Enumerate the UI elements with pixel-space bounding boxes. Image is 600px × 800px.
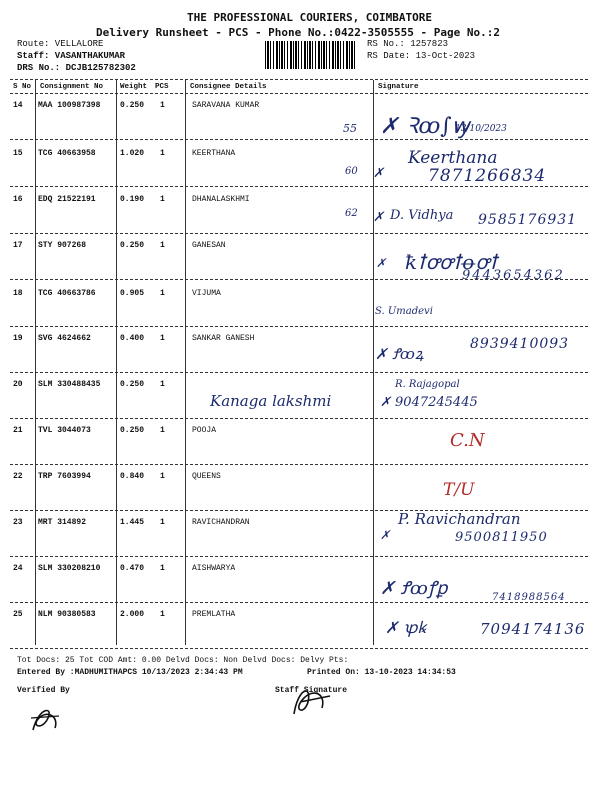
col-sno: S No [13, 83, 32, 91]
row-divider [10, 139, 588, 140]
row-consignment: NLM 90380583 [38, 610, 96, 619]
handwritten-phone: 7094174136 [480, 620, 586, 638]
row-divider [10, 326, 588, 327]
row-pcs: 1 [160, 101, 165, 110]
header-top-rule [10, 79, 588, 80]
row-sno: 19 [13, 334, 23, 343]
row-sno: 16 [13, 195, 23, 204]
row-sno: 20 [13, 380, 23, 389]
handwritten-phone: 9443654362 [462, 268, 565, 283]
row-pcs: 1 [160, 426, 165, 435]
row-weight: 0.905 [120, 289, 145, 298]
row-consignment: TCG 40663958 [38, 149, 96, 158]
row-consignment: SLM 330208210 [38, 564, 101, 573]
handwritten-mark: ✗ [376, 256, 387, 270]
row-divider [10, 233, 588, 234]
col-consignment: Consignment No [40, 83, 104, 91]
row-consignment: TRP 7603994 [38, 472, 91, 481]
row-consignee: VIJUMA [192, 289, 221, 298]
row-consignment: MAA 100987398 [38, 101, 101, 110]
col-consignee: Consignee Details [190, 83, 267, 91]
handwritten-red-mark: T/U [443, 480, 475, 500]
row-consignee: GANESAN [192, 241, 226, 250]
row-sno: 24 [13, 564, 23, 573]
row-weight: 1.020 [120, 149, 145, 158]
col-signature: Signature [378, 83, 419, 91]
handwritten-phone: 8939410093 [470, 336, 570, 352]
handwritten-name: D. Vidhya [390, 208, 454, 223]
route-label: Route: VELLALORE [17, 39, 104, 49]
runsheet-subtitle: Delivery Runsheet - PCS - Phone No.:0422-3505555 - Page No.:2 [96, 26, 500, 39]
row-divider [10, 464, 588, 465]
handwritten-signature: ꝁꝉꝍꝍꝉꝋꝍꝉ [405, 250, 498, 274]
row-consignee: AISHWARYA [192, 564, 236, 573]
handwritten-number: 62 [345, 208, 358, 219]
row-consignment: SVG 4624662 [38, 334, 91, 343]
row-weight: 0.250 [120, 380, 145, 389]
row-pcs: 1 [160, 380, 165, 389]
row-sno: 15 [13, 149, 23, 158]
col-pcs: PCS [155, 83, 169, 91]
row-sno: 17 [13, 241, 23, 250]
row-pcs: 1 [160, 518, 165, 527]
company-name: THE PROFESSIONAL COURIERS, COIMBATORE [187, 11, 433, 24]
row-weight: 0.250 [120, 101, 145, 110]
totals-line: Tot Docs: 25 Tot COD Amt: 0.00 Delvd Docs: Non Delvd Docs: Delvy Pts: [17, 656, 349, 665]
handwritten-phone: 9585176931 [478, 212, 578, 228]
row-pcs: 1 [160, 564, 165, 573]
row-weight: 2.000 [120, 610, 145, 619]
row-weight: 0.250 [120, 241, 145, 250]
row-sno: 22 [13, 472, 23, 481]
entered-by: Entered By :MADHUMITHAPCS 10/13/2023 2:34:43 PM [17, 668, 243, 677]
rs-date: RS Date: 13-Oct-2023 [367, 51, 476, 61]
printed-on: Printed On: 13-10-2023 14:34:53 [307, 668, 456, 677]
handwritten-date: 13/10/2023 [455, 124, 507, 134]
row-pcs: 1 [160, 289, 165, 298]
handwritten-name: R. Rajagopal [395, 379, 460, 390]
row-consignee: SARAVANA KUMAR [192, 101, 260, 110]
handwritten-mark: ✗ [380, 528, 391, 542]
verified-by-label: Verified By [17, 686, 70, 695]
row-sno: 14 [13, 101, 23, 110]
row-consignee: QUEENS [192, 472, 221, 481]
row-consignment: SLM 330488435 [38, 380, 101, 389]
row-weight: 0.840 [120, 472, 145, 481]
handwritten-phone: ✗ 9047245445 [380, 395, 478, 410]
row-pcs: 1 [160, 472, 165, 481]
row-pcs: 1 [160, 195, 165, 204]
handwritten-phone: 7418988564 [492, 592, 566, 603]
row-divider [10, 418, 588, 419]
vline-sno [35, 80, 36, 645]
handwritten-mark: ✗ [373, 210, 384, 225]
row-consignment: MRT 314892 [38, 518, 87, 527]
row-sno: 18 [13, 289, 23, 298]
row-pcs: 1 [160, 334, 165, 343]
handwritten-signature: ✗ Ꝛꝏ∫ꝡ [380, 114, 469, 139]
handwritten-number: 55 [343, 122, 357, 135]
row-pcs: 1 [160, 241, 165, 250]
staff-signature-label: Staff Signature [275, 686, 348, 695]
handwritten-signature: ✗ Ꝭꝏꝭꝑ [380, 578, 448, 599]
rs-number: RS No.: 1257823 [367, 39, 449, 49]
row-sno: 23 [13, 518, 23, 527]
row-consignee: KEERTHANA [192, 149, 236, 158]
row-consignee: POOJA [192, 426, 217, 435]
row-consignment: STY 907268 [38, 241, 87, 250]
staff-label: Staff: VASANTHAKUMAR [17, 51, 126, 61]
row-divider [10, 186, 588, 187]
row-sno: 25 [13, 610, 23, 619]
handwritten-phone-digits: 9047245445 [395, 395, 478, 410]
row-consignment: EDQ 21522191 [38, 195, 96, 204]
row-consignee: PREMLATHA [192, 610, 236, 619]
row-consignment: TCG 40663786 [38, 289, 96, 298]
drs-number: DRS No.: DCJB125782302 [17, 63, 136, 73]
row-sno: 21 [13, 426, 23, 435]
row-weight: 0.470 [120, 564, 145, 573]
handwritten-name: S. Umadevi [375, 306, 433, 317]
row-consignee: RAVICHANDRAN [192, 518, 250, 527]
handwritten-consignee: Kanaga lakshmi [210, 392, 332, 410]
row-weight: 1.445 [120, 518, 145, 527]
vline-consignee [373, 80, 374, 645]
handwritten-name: P. Ravichandran [398, 510, 521, 528]
row-divider [10, 556, 588, 557]
handwritten-phone: 7871266834 [428, 166, 547, 186]
handwritten-name: Keerthana [408, 148, 498, 168]
row-pcs: 1 [160, 610, 165, 619]
row-consignee: DHANALASKHMI [192, 195, 250, 204]
handwritten-number: 60 [345, 166, 358, 177]
col-weight: Weight [120, 83, 148, 91]
row-weight: 0.190 [120, 195, 145, 204]
table-bottom-rule [10, 648, 588, 649]
staff-signature [286, 680, 336, 718]
row-weight: 0.250 [120, 426, 145, 435]
verified-signature [25, 702, 65, 736]
row-consignment: TVL 3044073 [38, 426, 91, 435]
handwritten-mark: ✗ [373, 166, 384, 181]
barcode [265, 41, 357, 69]
row-divider [10, 372, 588, 373]
handwritten-red-mark: C.N [450, 430, 485, 451]
header-bottom-rule [10, 93, 588, 94]
handwritten-signature: ✗ ꝕꝃ [385, 618, 426, 637]
vline-pcs [185, 80, 186, 645]
vline-consignment [116, 80, 117, 645]
row-weight: 0.400 [120, 334, 145, 343]
handwritten-phone: 9500811950 [455, 530, 548, 545]
row-consignee: SANKAR GANESH [192, 334, 255, 343]
row-pcs: 1 [160, 149, 165, 158]
handwritten-signature: ✗ Ꝭꝏꝝ [375, 345, 424, 363]
